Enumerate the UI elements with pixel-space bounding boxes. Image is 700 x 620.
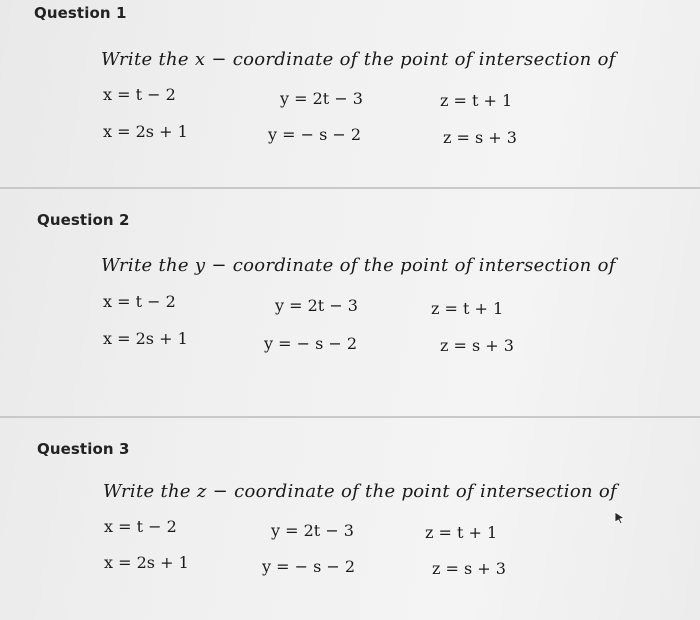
question-3-section — [0, 418, 700, 620]
line2-x-equation: x = 2s + 1 — [103, 329, 188, 348]
question-2-section — [0, 189, 700, 416]
question-prompt: Write the z − coordinate of the point of intersection of — [103, 481, 617, 502]
line1-z-equation: z = t + 1 — [440, 91, 513, 110]
line1-x-equation: x = t − 2 — [104, 517, 177, 536]
line2-y-equation: y = − s − 2 — [264, 334, 358, 353]
line1-z-equation: z = t + 1 — [431, 299, 504, 318]
line2-y-equation: y = − s − 2 — [262, 557, 356, 576]
mouse-cursor-icon — [614, 511, 626, 525]
line2-x-equation: x = 2s + 1 — [103, 122, 188, 141]
line1-y-equation: y = 2t − 3 — [280, 89, 363, 108]
question-title: Question 2 — [37, 211, 130, 229]
line1-z-equation: z = t + 1 — [425, 523, 498, 542]
question-title: Question 1 — [34, 4, 127, 22]
line2-z-equation: z = s + 3 — [443, 128, 517, 147]
line1-y-equation: y = 2t − 3 — [271, 521, 354, 540]
question-1-section — [0, 0, 700, 187]
question-title: Question 3 — [37, 440, 130, 458]
line2-z-equation: z = s + 3 — [440, 336, 514, 355]
line1-y-equation: y = 2t − 3 — [275, 296, 358, 315]
line1-x-equation: x = t − 2 — [103, 292, 176, 311]
line2-z-equation: z = s + 3 — [432, 559, 506, 578]
line2-x-equation: x = 2s + 1 — [104, 553, 189, 572]
question-prompt: Write the x − coordinate of the point of intersection of — [101, 49, 616, 70]
question-prompt: Write the y − coordinate of the point of intersection of — [101, 255, 616, 276]
line2-y-equation: y = − s − 2 — [268, 125, 362, 144]
line1-x-equation: x = t − 2 — [103, 85, 176, 104]
